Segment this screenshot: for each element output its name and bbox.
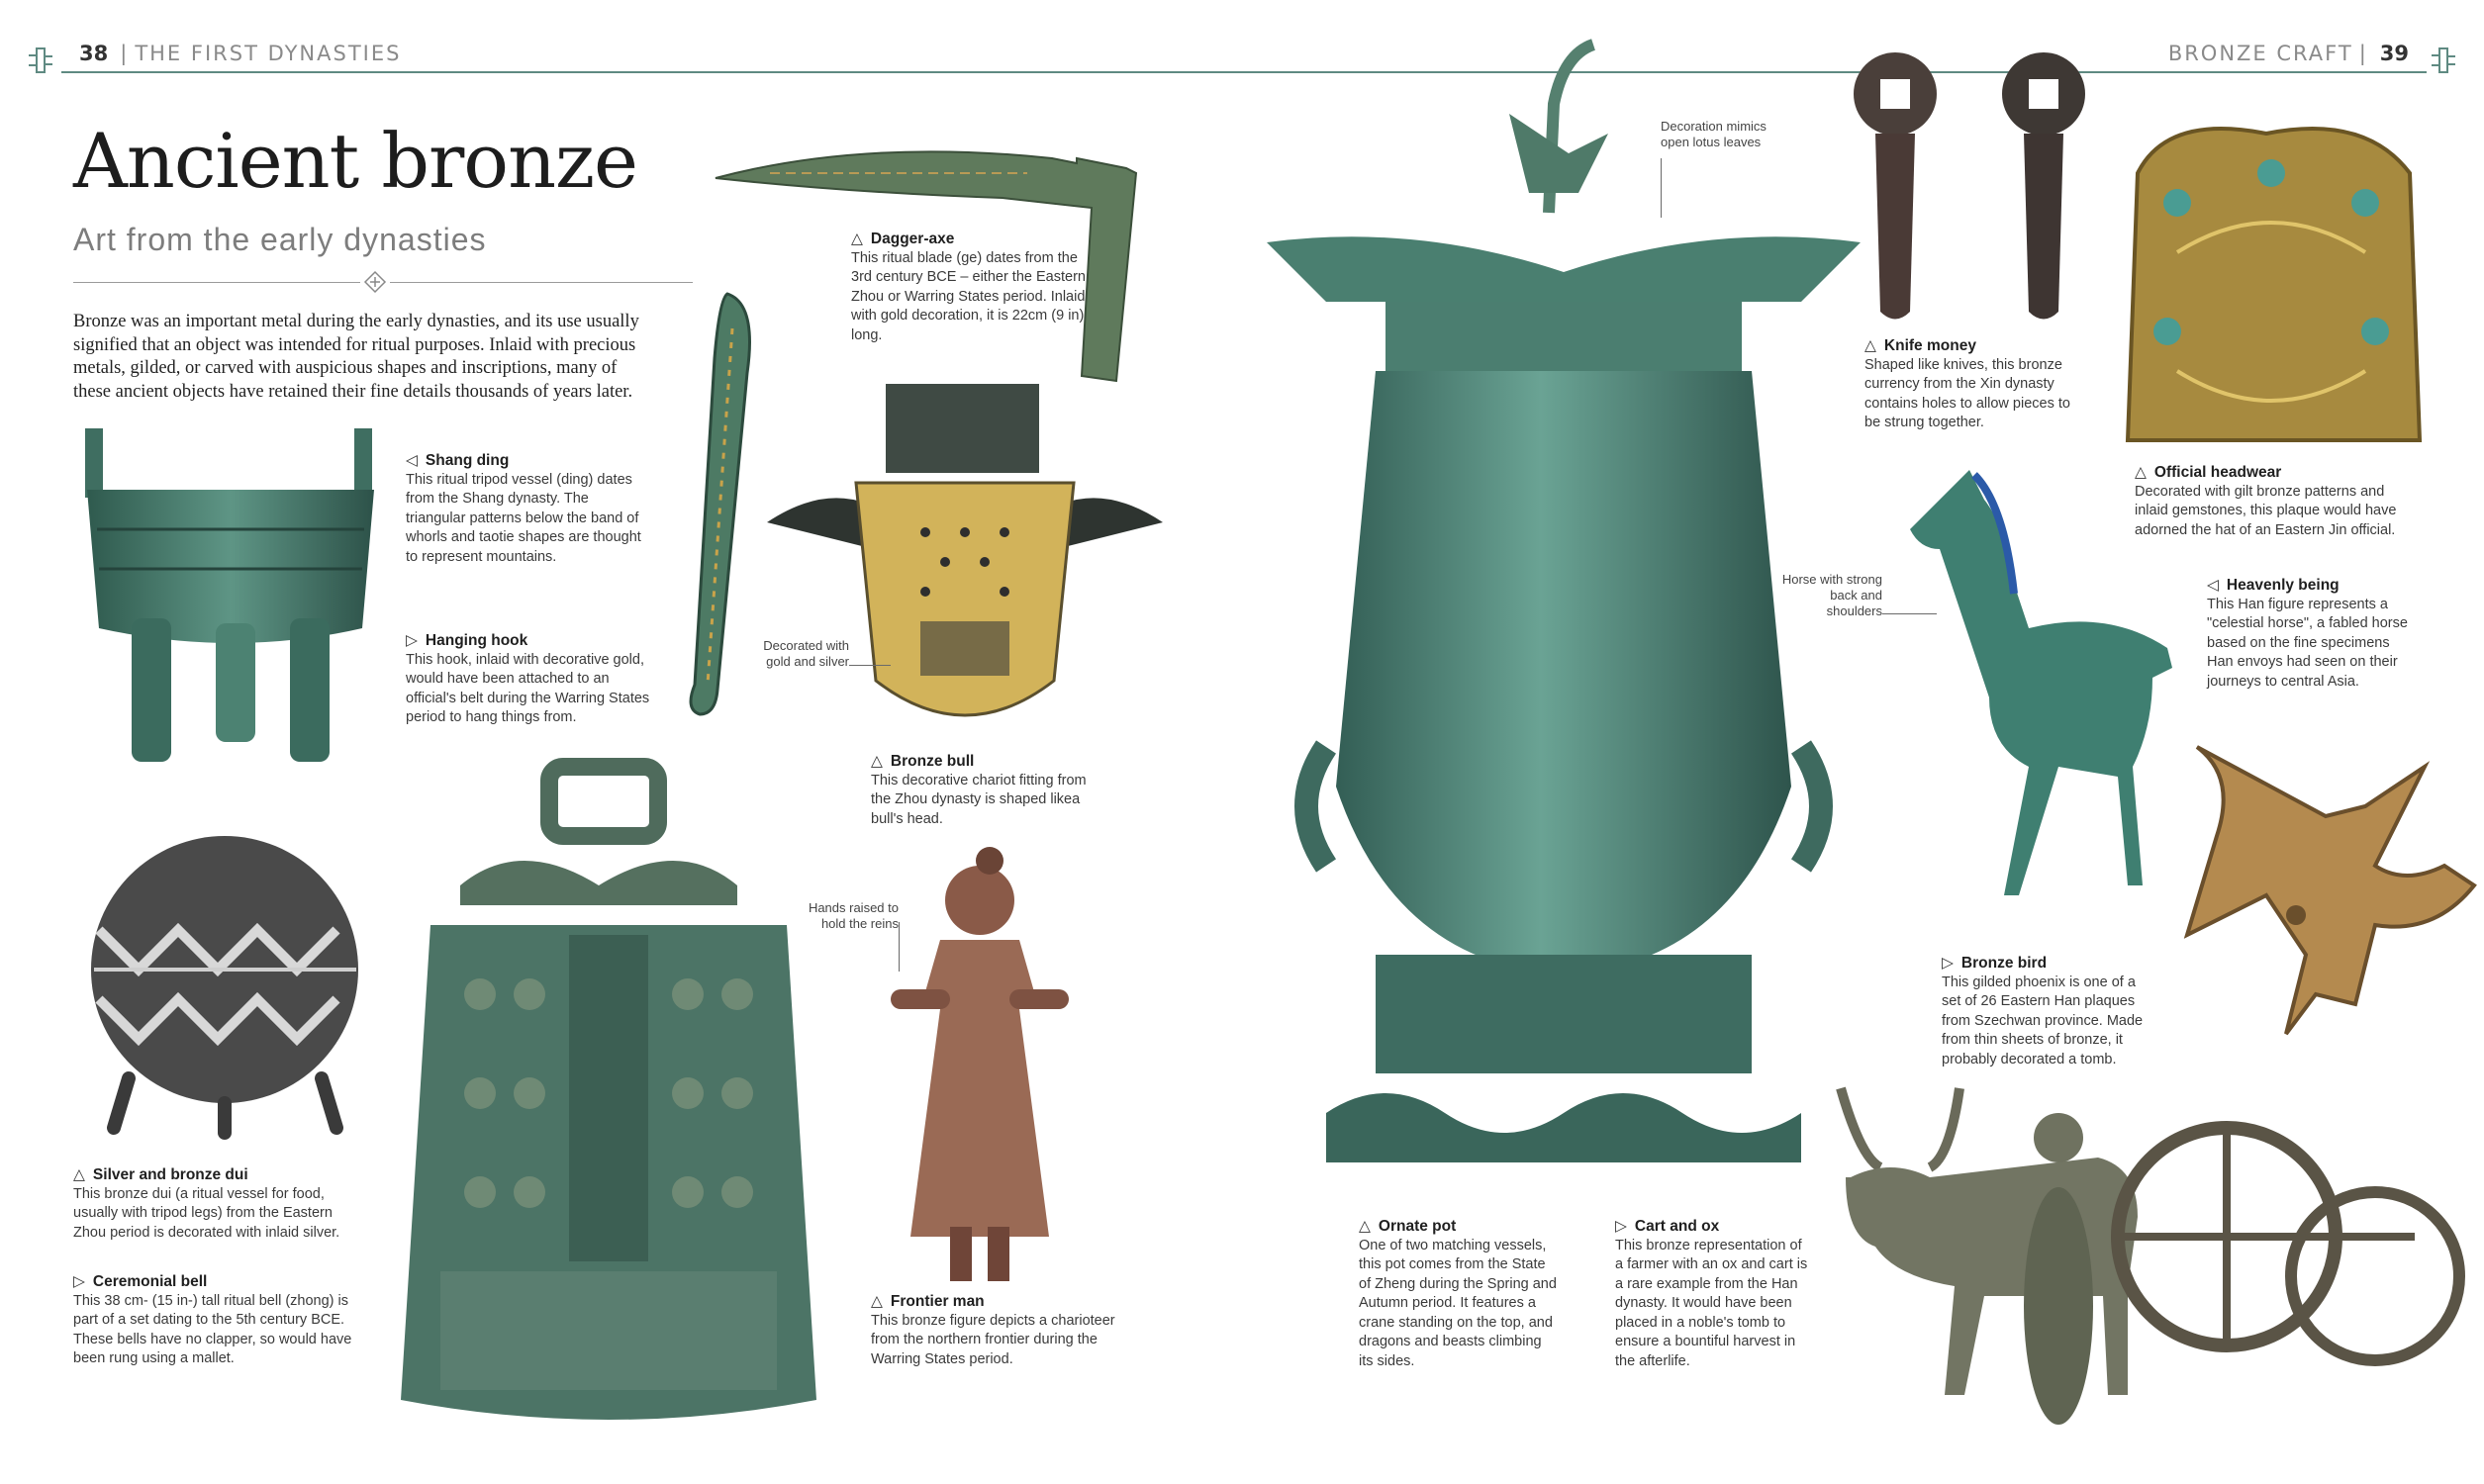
caption-body: This 38 cm- (15 in-) tall ritual bell (zhong) is part of a set dating to the 5th century BCE. These bells have no clapper, so would have been rung using a mallet. [73, 1292, 352, 1366]
intro-paragraph: Bronze was an important metal during the early dynasties, and its use usually signified that an object was intended for ritual purposes. Inlaid with precious metals, gilded, or carved with auspicious shapes and inscriptions, many of these ancient objects have retained their fine details thousands of years later. [73, 312, 639, 402]
caption-heavenly-being [2207, 576, 2420, 692]
caption-dagger-axe [851, 230, 1087, 345]
caption-ornate-pot [1359, 1217, 1557, 1371]
caption-heading: Ornate pot [1378, 1218, 1457, 1235]
caption-body: Decorated with gilt bronze patterns and inlaid gemstones, this plaque would have adorned the hat of an Eastern Jin official. [2135, 483, 2397, 538]
subtitle-rule-right [390, 282, 693, 283]
caption-hanging-hook [406, 631, 663, 728]
caption-body: Shaped like knives, this bronze currency from the Xin dynasty contains holes to allow pieces to be strung together. [1864, 356, 2070, 430]
caption-heading: Bronze bull [890, 753, 975, 770]
caption-marker: ▷ [1615, 1218, 1627, 1235]
leader-line [1882, 613, 1937, 614]
caption-body: One of two matching vessels, this pot comes from the State of Zheng during the Spring and Autumn period. It features a crane standing on the top, and dragons and beasts climbing its sides. [1359, 1237, 1557, 1369]
caption-heading: Bronze bird [1960, 955, 2048, 972]
caption-official-headwear [2135, 463, 2417, 540]
caption-heading: Official headwear [2153, 464, 2282, 481]
caption-marker: △ [2135, 464, 2147, 481]
page-title: Ancient bronze [73, 117, 638, 205]
ceremonial-bell-image [401, 767, 816, 1430]
caption-marker: ◁ [406, 452, 418, 469]
leader-line [899, 922, 900, 972]
knot-divider-icon [364, 271, 386, 293]
right-section-title: BRONZE CRAFT [2167, 42, 2353, 65]
silver-dui-image [89, 831, 361, 1138]
caption-heading: Frontier man [890, 1293, 985, 1310]
caption-bronze-bird [1942, 954, 2154, 1069]
caption-body: This hook, inlaid with decorative gold, would have been attached to an official's belt during the Warring States period to hang things from. [406, 651, 650, 725]
caption-marker: △ [871, 1293, 883, 1310]
knot-ornament-icon [2429, 46, 2458, 75]
caption-marker: ▷ [73, 1273, 85, 1290]
shang-ding-image [77, 420, 394, 772]
leader-line [849, 665, 891, 666]
caption-silver-dui [73, 1165, 355, 1243]
left-section-title: THE FIRST DYNASTIES [135, 42, 402, 65]
caption-marker: △ [73, 1166, 85, 1183]
caption-bronze-bull [871, 752, 1094, 829]
page-subtitle: Art from the early dynasties [73, 222, 487, 257]
caption-body: This ritual blade (ge) dates from the 3rd century BCE – either the Eastern Zhou or Warring States period. Inlaid with gold decoration, it is 22cm (9 in) long. [851, 249, 1086, 343]
knot-ornament-icon [26, 46, 55, 75]
caption-shang-ding [406, 451, 648, 567]
left-page-number: 38 [79, 42, 109, 65]
caption-cart-ox [1615, 1217, 1813, 1371]
caption-marker: ◁ [2207, 577, 2219, 594]
subtitle-rule [73, 282, 360, 283]
knife-money-image [1851, 49, 2093, 326]
bronze-bird-image [2157, 737, 2484, 1064]
caption-marker: △ [871, 753, 883, 770]
caption-knife-money [1864, 336, 2090, 433]
caption-body: This Han figure represents a "celestial horse", a fabled horse based on the fine specimens Han envoys had seen on their journeys to central Asia. [2207, 596, 2408, 690]
annotation-horse: Horse with strong back and shoulders [1781, 572, 1882, 618]
cart-ox-image [1821, 1078, 2464, 1444]
caption-marker: △ [851, 231, 863, 247]
right-page-header: BRONZE CRAFT | 39 [2167, 42, 2409, 65]
bronze-bull-image [767, 384, 1163, 740]
caption-frontier-man [871, 1292, 1118, 1369]
caption-marker: ▷ [1942, 955, 1954, 972]
caption-heading: Shang ding [425, 452, 510, 469]
left-page-header: 38 | THE FIRST DYNASTIES [79, 42, 402, 65]
caption-heading: Dagger-axe [870, 231, 955, 247]
annotation-lotus: Decoration mimics open lotus leaves [1661, 119, 1767, 149]
caption-heading: Heavenly being [2226, 577, 2340, 594]
caption-heading: Cart and ox [1634, 1218, 1720, 1235]
caption-body: This gilded phoenix is one of a set of 26 Eastern Han plaques from Szechwan province. Made from thin sheets of bronze, it probably decorated a tomb. [1942, 974, 2144, 1067]
official-headwear-image [2118, 114, 2430, 445]
caption-heading: Knife money [1883, 337, 1976, 354]
annotation-reins: Hands raised to hold the reins [808, 900, 899, 931]
caption-ceremonial-bell [73, 1272, 365, 1369]
caption-body: This ritual tripod vessel (ding) dates from the Shang dynasty. The triangular patterns below the band of whorls and taotie shapes are thought to represent mountains. [406, 471, 641, 565]
caption-body: This decorative chariot fitting from the Zhou dynasty is shaped likea bull's head. [871, 772, 1087, 827]
caption-marker: △ [1864, 337, 1876, 354]
caption-marker: ▷ [406, 632, 418, 649]
ornate-pot-image [1267, 35, 1861, 1222]
caption-heading: Silver and bronze dui [92, 1166, 248, 1183]
caption-body: This bronze dui (a ritual vessel for food, usually with tripod legs) from the Eastern Zhou period is decorated with inlaid silver. [73, 1185, 340, 1241]
frontier-man-image [881, 851, 1079, 1286]
annotation-gold-silver: Decorated with gold and silver [763, 638, 849, 669]
caption-body: This bronze representation of a farmer with an ox and cart is a rare example from the Han dynasty. It would have been placed in a noble's tomb to ensure a bountiful harvest in the afterlife. [1615, 1237, 1808, 1369]
caption-body: This bronze figure depicts a charioteer from the northern frontier during the Warring States period. [871, 1312, 1115, 1367]
caption-heading: Hanging hook [425, 632, 528, 649]
right-page-number: 39 [2379, 42, 2409, 65]
leader-line [1661, 158, 1662, 218]
caption-marker: △ [1359, 1218, 1371, 1235]
caption-heading: Ceremonial bell [92, 1273, 208, 1290]
